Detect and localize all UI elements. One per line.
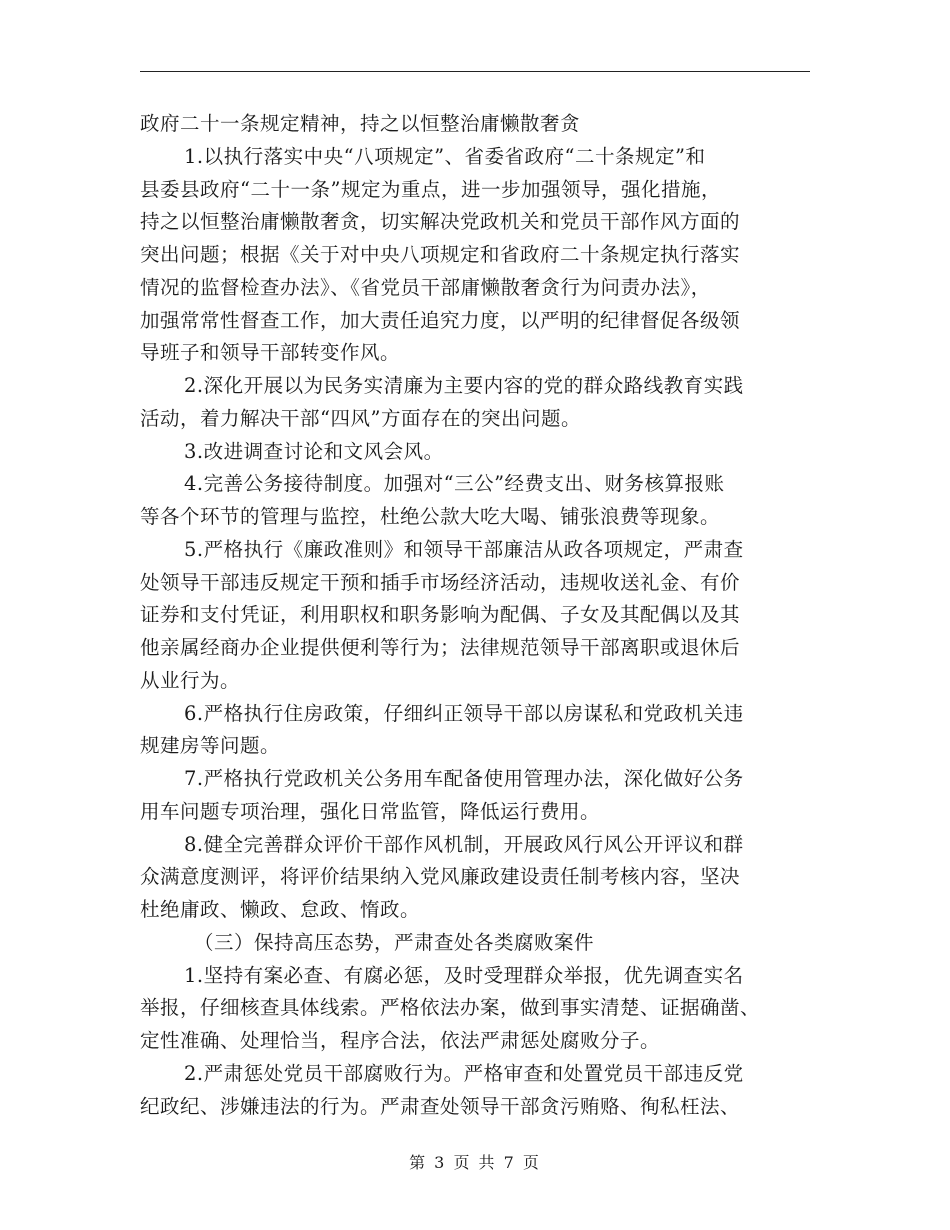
text-line: 众满意度测评，将评价结果纳入党风廉政建设责任制考核内容，坚决 <box>140 865 741 889</box>
text-line: 5.严格执行《廉政准则》和领导干部廉洁从政各项规定，严肃查 <box>184 537 744 561</box>
text-line: 规建房等问题。 <box>140 734 281 758</box>
text-line: 持之以恒整治庸懒散奢贪，切实解决党政机关和党员干部作风方面的 <box>140 210 741 234</box>
text-line: 情况的监督检查办法》、《省党员干部庸懒散奢贪行为问责办法》， <box>140 275 711 299</box>
text-line: 县委县政府“二十一条”规定为重点，进一步加强领导，强化措施， <box>140 177 721 201</box>
text-line: 加强常常性督查工作，加大责任追究力度，以严明的纪律督促各级领 <box>140 308 741 332</box>
text-line: 2.严肃惩处党员干部腐败行为。严格审查和处置党员干部违反党 <box>184 1061 744 1085</box>
text-line: 4.完善公务接待制度。加强对“三公”经费支出、财务核算报账 <box>184 472 725 496</box>
text-line: 等各个环节的管理与监控，杜绝公款大吃大喝、铺张浪费等现象。 <box>140 505 721 528</box>
text-line: 他亲属经商办企业提供便利等行为；法律规范领导干部离职或退休后 <box>140 636 741 659</box>
text-line: 突出问题；根据《关于对中央八项规定和省政府二十条规定执行落实 <box>140 243 741 266</box>
page-number: 第 3 页 共 7 页 <box>409 1153 541 1172</box>
document-body <box>140 108 820 1123</box>
text-line: 定性准确、处理恰当，程序合法，依法严肃惩处腐败分子。 <box>140 1029 661 1052</box>
text-line: 用车问题专项治理，强化日常监管，降低运行费用。 <box>140 799 601 823</box>
text-line: 导班子和领导干部转变作风。 <box>140 341 401 365</box>
text-line: 杜绝庸政、懒政、怠政、惰政。 <box>140 898 421 921</box>
text-line: 1.坚持有案必查、有腐必惩，及时受理群众举报，优先调查实名 <box>184 963 744 987</box>
text-line: 政府二十一条规定精神，持之以恒整治庸懒散奢贪 <box>140 112 581 135</box>
text-line: 2.深化开展以为民务实清廉为主要内容的党的群众路线教育实践 <box>184 374 744 397</box>
text-line: 3.改进调查讨论和文风会风。 <box>184 439 444 463</box>
text-line: 处领导干部违反规定干预和插手市场经济活动，违规收送礼金、有价 <box>140 570 741 594</box>
text-line: 8.健全完善群众评价干部作风机制，开展政风行风公开评议和群 <box>184 832 744 856</box>
text-line: 7.严格执行党政机关公务用车配备使用管理办法，深化做好公务 <box>184 767 744 790</box>
text-line: 6.严格执行住房政策，仔细纠正领导干部以房谋私和党政机关违 <box>184 701 744 725</box>
header-rule <box>140 71 810 72</box>
text-line: 纪政纪、涉嫌违法的行为。严肃查处领导干部贪污贿赂、徇私枉法、 <box>140 1094 741 1118</box>
text-line: 从业行为。 <box>140 668 241 692</box>
text-line: 活动，着力解决干部“四风”方面存在的突出问题。 <box>140 406 581 430</box>
text-line: 1.以执行落实中央“八项规定”、省委省政府“二十条规定”和 <box>184 144 706 168</box>
text-line: 举报，仔细核查具体线索。严格依法办案，做到事实清楚、证据确凿、 <box>140 996 761 1020</box>
text-line: 证券和支付凭证，利用职权和职务影响为配偶、子女及其配偶以及其 <box>140 603 741 627</box>
section-heading: （三）保持高压态势，严肃查处各类腐败案件 <box>194 930 595 954</box>
